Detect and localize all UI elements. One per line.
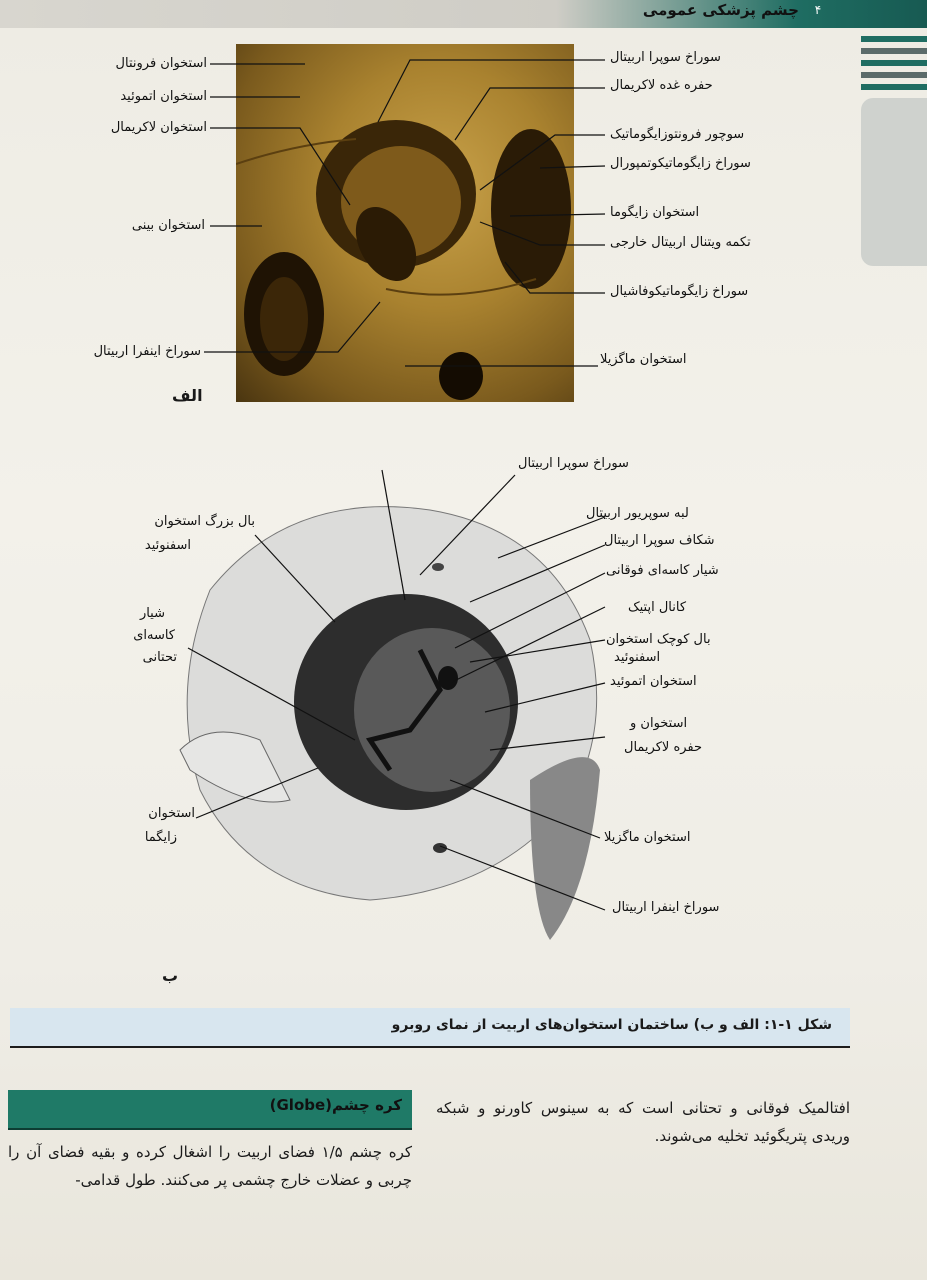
label-b-superior-orbital-fissure: شیار کاسه‌ای فوقانی (606, 563, 719, 578)
label-nasal-bone: استخوان بینی (131, 218, 205, 233)
label-b-greater-wing-sphenoid: بال بزرگ استخوان (154, 514, 255, 529)
book-title: چشم پزشکی عمومی (642, 1, 799, 19)
label-b-supraorbital-foramen: سوراخ سوپرا اربیتال (518, 456, 629, 471)
section-title: کره چشم(Globe) (269, 1096, 402, 1114)
label-b-lacrimal-bone: استخوان و (630, 716, 688, 731)
label-b-superior-orbital-rim: لبه سوپریور اربیتال (586, 506, 689, 521)
figure-a-letter: الف (172, 386, 203, 405)
label-b-inferior-fissure-3: تحتانی (142, 650, 177, 665)
label-zygoma-bone: استخوان زایگوما (610, 205, 700, 220)
body-paragraph-left: کره چشم ۱/۵ فضای اربیت را اشغال کرده و بقیه فضای آن را چربی و عضلات خارج چشمی پر می‌کنند. طول قدامی- (8, 1143, 412, 1189)
label-b-lacrimal-fossa: حفره لاکریمال (624, 740, 703, 755)
section-header-globe (8, 1090, 412, 1130)
label-b-optic-canal: کانال اپتیک (628, 600, 687, 615)
label-b-inferior-fissure-1: شیار (139, 606, 165, 621)
label-infraorbital-foramen: سوراخ اینفرا اربیتال (93, 344, 201, 359)
label-b-inferior-fissure-2: کاسه‌ای (133, 628, 175, 643)
label-lacrimal-bone: استخوان لاکریمال (110, 120, 207, 135)
body-paragraph-right: افتالمیک فوقانی و تحتانی است که به سینوس کاورنو و شبکه وریدی پتریگوئید تخلیه می‌شوند. (436, 1099, 850, 1145)
label-ethmoid-bone: استخوان اتموئید (120, 89, 207, 104)
label-b-lesser-wing-sphenoid-2: اسفنوئید (614, 650, 661, 665)
page-number: ۴ (814, 3, 822, 17)
leader-lines-b (0, 450, 927, 970)
label-zygomaticotemporal-foramen: سوراخ زایگوماتیکوتمپورال (610, 156, 751, 171)
label-b-greater-wing-sphenoid-2: اسفنوئید (144, 538, 191, 553)
label-b-zygoma-1: استخوان (148, 806, 195, 821)
label-frontozygomatic-suture: سوچور فرونتوزایگوماتیک (610, 127, 745, 142)
label-lateral-orbital-tubercle: تکمه ویتنال اربیتال خارجی (610, 235, 751, 250)
label-b-maxilla-bone: استخوان ماگزیلا (604, 830, 691, 845)
figure-caption: شکل ۱-۱: الف و ب) ساختمان استخوان‌های اربیت از نمای روبرو (391, 1017, 832, 1033)
label-lacrimal-gland-fossa: حفره غده لاکریمال (610, 78, 713, 93)
label-b-supraorbital-notch: شکاف سوپرا اربیتال (604, 533, 715, 548)
label-supraorbital-foramen: سوراخ سوپرا اربیتال (610, 50, 721, 65)
label-maxilla-bone: استخوان ماگزیلا (600, 352, 687, 367)
label-frontal-bone: استخوان فرونتال (115, 56, 207, 71)
label-b-zygoma-2: زایگما (144, 830, 177, 845)
label-b-ethmoid-bone: استخوان اتموئید (610, 674, 697, 689)
label-b-lesser-wing-sphenoid: بال کوچک استخوان (606, 632, 711, 647)
label-zygomaticofacial-foramen: سوراخ زایگوماتیکوفاشیال (610, 284, 749, 299)
figure-b-letter: ب (162, 966, 179, 985)
label-b-infraorbital-foramen: سوراخ اینفرا اربیتال (612, 900, 720, 915)
figure-caption-bar (10, 1008, 850, 1048)
